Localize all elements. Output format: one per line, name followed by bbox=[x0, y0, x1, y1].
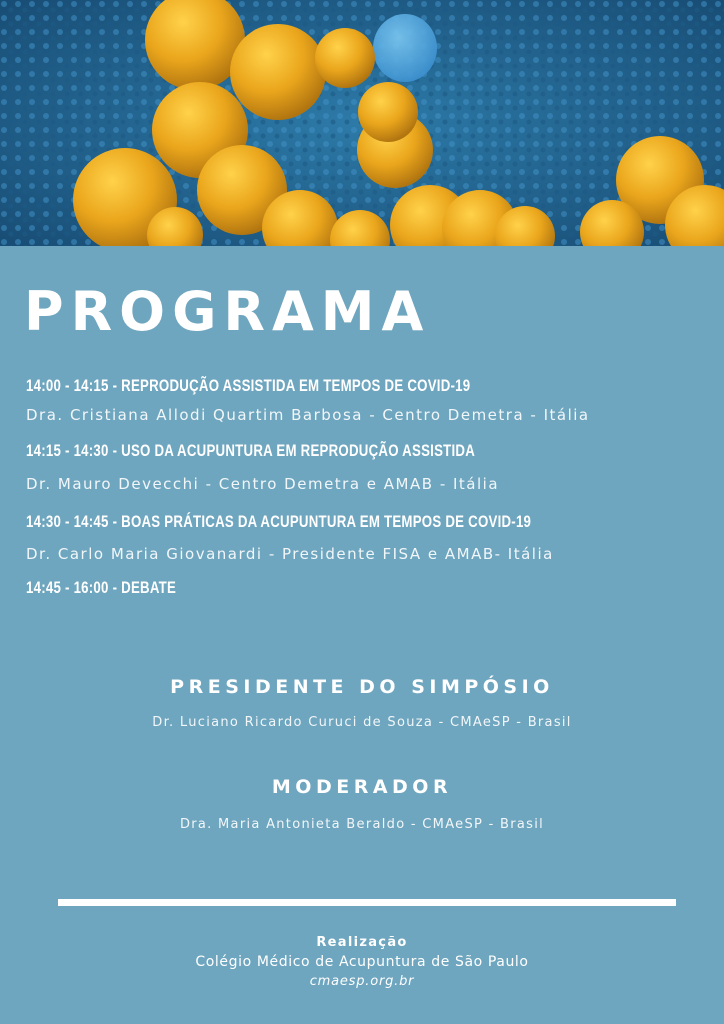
session-title: 14:30 - 14:45 - BOAS PRÁTICAS DA ACUPUNTURA EM TEMPOS DE COVID-19 bbox=[26, 512, 532, 531]
session-title: 14:00 - 14:15 - REPRODUÇÃO ASSISTIDA EM TEMPOS DE COVID-19 bbox=[26, 376, 471, 395]
session-speaker: Dra. Cristiana Allodi Quartim Barbosa - Centro Demetra - Itália bbox=[26, 406, 590, 424]
session-title: 14:15 - 14:30 - USO DA ACUPUNTURA EM REPRODUÇÃO ASSISTIDA bbox=[26, 441, 476, 460]
moderator-section bbox=[0, 774, 724, 800]
bacteria-illustration bbox=[0, 0, 724, 246]
moderator-name: Dra. Maria Antonieta Beraldo - CMAeSP - Brasil bbox=[179, 817, 545, 832]
footer-website-link[interactable]: cmaesp.org.br bbox=[309, 974, 415, 989]
footer bbox=[0, 934, 724, 992]
divider bbox=[58, 899, 676, 906]
president-name: Dr. Luciano Ricardo Curuci de Souza - CMAeSP - Brasil bbox=[152, 715, 572, 730]
moderator-name-block bbox=[0, 815, 724, 835]
session-title: 14:45 - 16:00 - DEBATE bbox=[26, 578, 177, 597]
footer-organization: Colégio Médico de Acupuntura de São Paulo bbox=[195, 954, 529, 970]
session-speaker: Dr. Carlo Maria Giovanardi - Presidente FISA e AMAB- Itália bbox=[26, 545, 554, 563]
president-section bbox=[0, 674, 724, 700]
moderator-heading: MODERADOR bbox=[271, 776, 453, 798]
session-speaker: Dr. Mauro Devecchi - Centro Demetra e AMAB - Itália bbox=[26, 475, 500, 493]
president-heading: PRESIDENTE DO SIMPÓSIO bbox=[170, 676, 554, 698]
footer-label: Realização bbox=[316, 935, 408, 950]
hero-image bbox=[0, 0, 724, 246]
page-title: PROGRAMA bbox=[24, 280, 431, 343]
president-name-block bbox=[0, 713, 724, 733]
